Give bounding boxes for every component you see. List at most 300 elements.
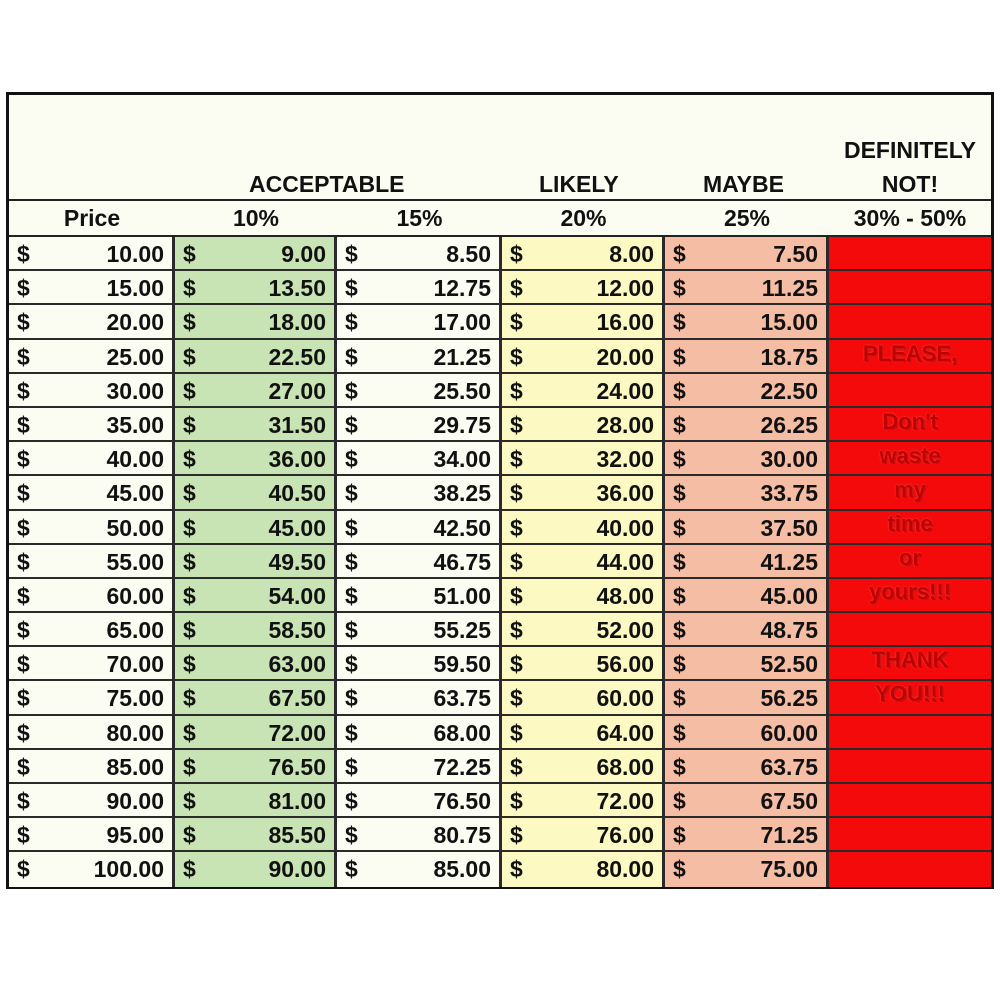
likely-20-cell bbox=[502, 784, 665, 816]
definitely-not-cell bbox=[829, 271, 991, 303]
acceptable-10-cell bbox=[175, 818, 337, 850]
likely-20-cell bbox=[502, 613, 665, 645]
maybe-25-cell bbox=[665, 613, 829, 645]
maybe-25-cell bbox=[665, 442, 829, 474]
definitely-not-cell bbox=[829, 442, 991, 474]
definitely-not-cell bbox=[829, 237, 991, 269]
definitely-not-cell bbox=[829, 750, 991, 782]
definitely-not-cell bbox=[829, 579, 991, 611]
table-row bbox=[9, 408, 991, 442]
table-row bbox=[9, 681, 991, 715]
price-cell bbox=[9, 818, 175, 850]
price-cell bbox=[9, 442, 175, 474]
table-row bbox=[9, 305, 991, 339]
currency-symbol: $ bbox=[345, 275, 358, 302]
price-cell bbox=[9, 545, 175, 577]
acceptable-10-value: 49.50 bbox=[268, 548, 326, 575]
likely-20-value: 24.00 bbox=[596, 377, 654, 404]
acceptable-15-value: 21.25 bbox=[433, 343, 491, 370]
acceptable-15-value: 8.50 bbox=[446, 241, 491, 267]
table-row bbox=[9, 750, 991, 784]
likely-20-cell bbox=[502, 579, 665, 611]
currency-symbol: $ bbox=[510, 343, 523, 370]
currency-symbol: $ bbox=[673, 275, 686, 302]
acceptable-10-cell bbox=[175, 442, 337, 474]
price-value: 90.00 bbox=[106, 788, 164, 814]
message-time: time bbox=[887, 511, 933, 536]
likely-20-cell bbox=[502, 271, 665, 303]
currency-symbol: $ bbox=[345, 719, 358, 746]
price-value: 55.00 bbox=[106, 548, 164, 575]
acceptable-15-value: 76.50 bbox=[433, 788, 491, 814]
price-value: 45.00 bbox=[106, 480, 164, 507]
likely-20-value: 76.00 bbox=[596, 822, 654, 849]
category-header-row bbox=[9, 95, 991, 201]
acceptable-15-cell bbox=[337, 545, 502, 577]
likely-20-value: 68.00 bbox=[596, 753, 654, 780]
acceptable-15-value: 80.75 bbox=[433, 822, 491, 849]
currency-symbol: $ bbox=[510, 788, 523, 814]
currency-symbol: $ bbox=[17, 548, 30, 575]
currency-symbol: $ bbox=[510, 411, 523, 438]
currency-symbol: $ bbox=[510, 753, 523, 780]
likely-20-value: 32.00 bbox=[596, 446, 654, 473]
acceptable-15-value: 34.00 bbox=[433, 446, 491, 473]
likely-20-cell bbox=[502, 818, 665, 850]
currency-symbol: $ bbox=[17, 753, 30, 780]
header-pct-30-50: 30% - 50% bbox=[853, 205, 967, 231]
likely-20-cell bbox=[502, 237, 665, 269]
currency-symbol: $ bbox=[183, 377, 196, 404]
acceptable-10-value: 18.00 bbox=[268, 309, 326, 336]
header-pct-25: 25% bbox=[723, 205, 771, 231]
maybe-25-cell bbox=[665, 408, 829, 440]
likely-20-value: 8.00 bbox=[609, 241, 654, 267]
maybe-25-cell bbox=[665, 271, 829, 303]
currency-symbol: $ bbox=[345, 514, 358, 541]
currency-symbol: $ bbox=[510, 548, 523, 575]
acceptable-15-cell bbox=[337, 374, 502, 406]
message-yours: yours!!! bbox=[869, 579, 951, 604]
acceptable-10-cell bbox=[175, 374, 337, 406]
currency-symbol: $ bbox=[17, 411, 30, 438]
currency-symbol: $ bbox=[183, 582, 196, 609]
table-row bbox=[9, 476, 991, 510]
maybe-25-cell bbox=[665, 305, 829, 337]
acceptable-15-cell bbox=[337, 237, 502, 269]
acceptable-10-cell bbox=[175, 784, 337, 816]
acceptable-10-value: 54.00 bbox=[268, 582, 326, 609]
definitely-not-cell bbox=[829, 818, 991, 850]
maybe-25-value: 30.00 bbox=[760, 446, 818, 473]
table-row bbox=[9, 340, 991, 374]
header-pct-20: 20% bbox=[560, 205, 607, 231]
currency-symbol: $ bbox=[673, 241, 686, 267]
currency-symbol: $ bbox=[183, 617, 196, 644]
acceptable-10-cell bbox=[175, 237, 337, 269]
acceptable-15-value: 63.75 bbox=[433, 685, 491, 712]
price-cell bbox=[9, 852, 175, 886]
acceptable-15-cell bbox=[337, 271, 502, 303]
acceptable-15-value: 25.50 bbox=[433, 377, 491, 404]
currency-symbol: $ bbox=[17, 822, 30, 849]
currency-symbol: $ bbox=[673, 377, 686, 404]
likely-20-cell bbox=[502, 476, 665, 508]
acceptable-15-cell bbox=[337, 442, 502, 474]
likely-20-value: 28.00 bbox=[596, 411, 654, 438]
acceptable-15-value: 17.00 bbox=[433, 309, 491, 336]
maybe-25-cell bbox=[665, 647, 829, 679]
currency-symbol: $ bbox=[183, 309, 196, 336]
currency-symbol: $ bbox=[345, 856, 358, 883]
acceptable-10-cell bbox=[175, 408, 337, 440]
currency-symbol: $ bbox=[183, 480, 196, 507]
likely-20-cell bbox=[502, 716, 665, 748]
header-definitely: DEFINITELY bbox=[843, 137, 977, 163]
acceptable-15-cell bbox=[337, 408, 502, 440]
currency-symbol: $ bbox=[183, 822, 196, 849]
maybe-25-value: 71.25 bbox=[760, 822, 818, 849]
likely-20-value: 40.00 bbox=[596, 514, 654, 541]
likely-20-value: 48.00 bbox=[596, 582, 654, 609]
currency-symbol: $ bbox=[510, 377, 523, 404]
acceptable-15-value: 12.75 bbox=[433, 275, 491, 302]
definitely-not-cell bbox=[829, 545, 991, 577]
acceptable-10-value: 27.00 bbox=[268, 377, 326, 404]
maybe-25-value: 37.50 bbox=[760, 514, 818, 541]
acceptable-10-value: 72.00 bbox=[268, 719, 326, 746]
currency-symbol: $ bbox=[510, 309, 523, 336]
currency-symbol: $ bbox=[673, 753, 686, 780]
price-value: 40.00 bbox=[106, 446, 164, 473]
currency-symbol: $ bbox=[510, 241, 523, 267]
likely-20-cell bbox=[502, 647, 665, 679]
currency-symbol: $ bbox=[17, 309, 30, 336]
price-value: 60.00 bbox=[106, 582, 164, 609]
table-row bbox=[9, 818, 991, 852]
likely-20-value: 52.00 bbox=[596, 617, 654, 644]
message-you: YOU!!! bbox=[875, 681, 945, 706]
table-row bbox=[9, 442, 991, 476]
maybe-25-cell bbox=[665, 579, 829, 611]
maybe-25-value: 18.75 bbox=[760, 343, 818, 370]
message-my: my bbox=[894, 477, 926, 502]
price-value: 95.00 bbox=[106, 822, 164, 849]
currency-symbol: $ bbox=[17, 377, 30, 404]
acceptable-10-value: 22.50 bbox=[268, 343, 326, 370]
acceptable-15-value: 46.75 bbox=[433, 548, 491, 575]
acceptable-10-value: 9.00 bbox=[281, 241, 326, 267]
acceptable-10-cell bbox=[175, 852, 337, 886]
price-value: 65.00 bbox=[106, 617, 164, 644]
currency-symbol: $ bbox=[17, 275, 30, 302]
price-cell bbox=[9, 476, 175, 508]
header-likely: LIKELY bbox=[539, 171, 619, 197]
currency-symbol: $ bbox=[183, 856, 196, 883]
currency-symbol: $ bbox=[17, 446, 30, 473]
price-value: 70.00 bbox=[106, 651, 164, 678]
currency-symbol: $ bbox=[183, 275, 196, 302]
maybe-25-value: 7.50 bbox=[773, 241, 818, 267]
table-body bbox=[9, 237, 991, 887]
price-value: 80.00 bbox=[106, 719, 164, 746]
definitely-not-cell bbox=[829, 476, 991, 508]
acceptable-10-cell bbox=[175, 511, 337, 543]
acceptable-15-cell bbox=[337, 716, 502, 748]
currency-symbol: $ bbox=[183, 446, 196, 473]
currency-symbol: $ bbox=[183, 514, 196, 541]
maybe-25-cell bbox=[665, 750, 829, 782]
definitely-not-cell bbox=[829, 511, 991, 543]
acceptable-10-cell bbox=[175, 271, 337, 303]
currency-symbol: $ bbox=[17, 617, 30, 644]
maybe-25-value: 56.25 bbox=[760, 685, 818, 712]
currency-symbol: $ bbox=[673, 480, 686, 507]
acceptable-15-cell bbox=[337, 818, 502, 850]
maybe-25-cell bbox=[665, 237, 829, 269]
likely-20-value: 64.00 bbox=[596, 719, 654, 746]
acceptable-10-cell bbox=[175, 340, 337, 372]
price-cell bbox=[9, 408, 175, 440]
maybe-25-value: 48.75 bbox=[760, 617, 818, 644]
acceptable-15-cell bbox=[337, 784, 502, 816]
table-row bbox=[9, 784, 991, 818]
message-thank: THANK bbox=[871, 647, 949, 672]
maybe-25-value: 11.25 bbox=[761, 275, 818, 302]
currency-symbol: $ bbox=[345, 651, 358, 678]
currency-symbol: $ bbox=[345, 480, 358, 507]
currency-symbol: $ bbox=[345, 343, 358, 370]
acceptable-15-value: 51.00 bbox=[433, 582, 491, 609]
maybe-25-cell bbox=[665, 511, 829, 543]
message-waste: waste bbox=[879, 443, 941, 468]
price-cell bbox=[9, 237, 175, 269]
table-row bbox=[9, 716, 991, 750]
currency-symbol: $ bbox=[510, 617, 523, 644]
currency-symbol: $ bbox=[183, 719, 196, 746]
currency-symbol: $ bbox=[510, 822, 523, 849]
price-cell bbox=[9, 681, 175, 713]
price-cell bbox=[9, 579, 175, 611]
table-row bbox=[9, 511, 991, 545]
currency-symbol: $ bbox=[345, 309, 358, 336]
maybe-25-cell bbox=[665, 716, 829, 748]
currency-symbol: $ bbox=[345, 411, 358, 438]
currency-symbol: $ bbox=[673, 582, 686, 609]
currency-symbol: $ bbox=[17, 856, 30, 883]
acceptable-10-cell bbox=[175, 716, 337, 748]
currency-symbol: $ bbox=[673, 822, 686, 849]
currency-symbol: $ bbox=[17, 788, 30, 814]
price-value: 35.00 bbox=[106, 411, 164, 438]
currency-symbol: $ bbox=[510, 480, 523, 507]
currency-symbol: $ bbox=[510, 582, 523, 609]
likely-20-cell bbox=[502, 374, 665, 406]
table-row bbox=[9, 237, 991, 271]
currency-symbol: $ bbox=[17, 685, 30, 712]
maybe-25-value: 63.75 bbox=[760, 753, 818, 780]
currency-symbol: $ bbox=[673, 548, 686, 575]
currency-symbol: $ bbox=[17, 241, 30, 267]
likely-20-cell bbox=[502, 545, 665, 577]
currency-symbol: $ bbox=[17, 582, 30, 609]
price-cell bbox=[9, 784, 175, 816]
table-row bbox=[9, 613, 991, 647]
likely-20-cell bbox=[502, 750, 665, 782]
maybe-25-cell bbox=[665, 476, 829, 508]
maybe-25-cell bbox=[665, 852, 829, 886]
price-cell bbox=[9, 750, 175, 782]
currency-symbol: $ bbox=[345, 753, 358, 780]
header-pct-15: 15% bbox=[396, 205, 443, 231]
maybe-25-value: 26.25 bbox=[760, 411, 818, 438]
acceptable-15-cell bbox=[337, 476, 502, 508]
currency-symbol: $ bbox=[510, 685, 523, 712]
likely-20-value: 60.00 bbox=[596, 685, 654, 712]
currency-symbol: $ bbox=[345, 685, 358, 712]
definitely-not-cell bbox=[829, 681, 991, 713]
price-value: 10.00 bbox=[106, 241, 164, 267]
currency-symbol: $ bbox=[183, 788, 196, 814]
table-row bbox=[9, 579, 991, 613]
likely-20-value: 72.00 bbox=[596, 788, 654, 814]
acceptable-15-value: 72.25 bbox=[433, 753, 491, 780]
currency-symbol: $ bbox=[183, 753, 196, 780]
price-value: 15.00 bbox=[106, 275, 164, 302]
maybe-25-value: 60.00 bbox=[760, 719, 818, 746]
definitely-not-cell bbox=[829, 716, 991, 748]
maybe-25-cell bbox=[665, 818, 829, 850]
currency-symbol: $ bbox=[17, 480, 30, 507]
header-not: NOT! bbox=[881, 171, 939, 197]
currency-symbol: $ bbox=[345, 617, 358, 644]
acceptable-10-cell bbox=[175, 545, 337, 577]
currency-symbol: $ bbox=[673, 309, 686, 336]
likely-20-cell bbox=[502, 852, 665, 886]
maybe-25-value: 75.00 bbox=[760, 856, 818, 883]
currency-symbol: $ bbox=[183, 651, 196, 678]
currency-symbol: $ bbox=[510, 856, 523, 883]
currency-symbol: $ bbox=[17, 651, 30, 678]
acceptable-10-cell bbox=[175, 476, 337, 508]
price-cell bbox=[9, 271, 175, 303]
acceptable-10-value: 67.50 bbox=[268, 685, 326, 712]
acceptable-10-value: 90.00 bbox=[268, 856, 326, 883]
currency-symbol: $ bbox=[510, 446, 523, 473]
message-dont: Don't bbox=[882, 409, 938, 434]
table-row bbox=[9, 852, 991, 886]
currency-symbol: $ bbox=[673, 617, 686, 644]
acceptable-10-cell bbox=[175, 681, 337, 713]
price-value: 75.00 bbox=[106, 685, 164, 712]
maybe-25-value: 15.00 bbox=[760, 309, 818, 336]
likely-20-value: 12.00 bbox=[596, 275, 654, 302]
definitely-not-cell bbox=[829, 613, 991, 645]
currency-symbol: $ bbox=[673, 651, 686, 678]
acceptable-10-cell bbox=[175, 613, 337, 645]
definitely-not-cell bbox=[829, 408, 991, 440]
acceptable-10-value: 45.00 bbox=[268, 514, 326, 541]
acceptable-10-value: 40.50 bbox=[268, 480, 326, 507]
currency-symbol: $ bbox=[673, 685, 686, 712]
currency-symbol: $ bbox=[183, 241, 196, 267]
table-row bbox=[9, 647, 991, 681]
acceptable-10-cell bbox=[175, 305, 337, 337]
acceptable-15-value: 38.25 bbox=[433, 480, 491, 507]
likely-20-value: 20.00 bbox=[596, 343, 654, 370]
currency-symbol: $ bbox=[673, 719, 686, 746]
currency-symbol: $ bbox=[673, 514, 686, 541]
acceptable-15-value: 29.75 bbox=[433, 411, 491, 438]
currency-symbol: $ bbox=[17, 343, 30, 370]
acceptable-10-value: 36.00 bbox=[268, 446, 326, 473]
price-cell bbox=[9, 340, 175, 372]
currency-symbol: $ bbox=[510, 651, 523, 678]
likely-20-value: 56.00 bbox=[596, 651, 654, 678]
header-price: Price bbox=[63, 205, 121, 231]
price-value: 100.00 bbox=[93, 856, 164, 883]
table-row bbox=[9, 271, 991, 305]
message-please: PLEASE, bbox=[862, 341, 958, 366]
currency-symbol: $ bbox=[183, 343, 196, 370]
currency-symbol: $ bbox=[510, 719, 523, 746]
likely-20-cell bbox=[502, 442, 665, 474]
currency-symbol: $ bbox=[673, 343, 686, 370]
table-row bbox=[9, 374, 991, 408]
maybe-25-cell bbox=[665, 340, 829, 372]
currency-symbol: $ bbox=[345, 582, 358, 609]
price-cell bbox=[9, 305, 175, 337]
message-or: or bbox=[899, 545, 921, 570]
acceptable-10-value: 85.50 bbox=[268, 822, 326, 849]
definitely-not-cell bbox=[829, 374, 991, 406]
acceptable-15-cell bbox=[337, 511, 502, 543]
price-value: 30.00 bbox=[106, 377, 164, 404]
currency-symbol: $ bbox=[345, 548, 358, 575]
currency-symbol: $ bbox=[510, 514, 523, 541]
header-pct-10: 10% bbox=[232, 205, 280, 231]
currency-symbol: $ bbox=[510, 275, 523, 302]
likely-20-value: 36.00 bbox=[596, 480, 654, 507]
currency-symbol: $ bbox=[345, 241, 358, 267]
price-cell bbox=[9, 613, 175, 645]
acceptable-15-value: 42.50 bbox=[433, 514, 491, 541]
currency-symbol: $ bbox=[17, 719, 30, 746]
maybe-25-value: 52.50 bbox=[760, 651, 818, 678]
likely-20-value: 16.00 bbox=[596, 309, 654, 336]
definitely-not-cell bbox=[829, 852, 991, 886]
likely-20-cell bbox=[502, 681, 665, 713]
acceptable-15-value: 55.25 bbox=[433, 617, 491, 644]
acceptable-15-cell bbox=[337, 852, 502, 886]
acceptable-10-value: 13.50 bbox=[268, 275, 326, 302]
likely-20-cell bbox=[502, 511, 665, 543]
price-cell bbox=[9, 511, 175, 543]
price-cell bbox=[9, 374, 175, 406]
price-value: 50.00 bbox=[106, 514, 164, 541]
currency-symbol: $ bbox=[673, 788, 686, 814]
likely-20-cell bbox=[502, 305, 665, 337]
table-row bbox=[9, 545, 991, 579]
maybe-25-cell bbox=[665, 374, 829, 406]
maybe-25-value: 41.25 bbox=[760, 548, 818, 575]
currency-symbol: $ bbox=[345, 822, 358, 849]
acceptable-10-cell bbox=[175, 750, 337, 782]
likely-20-value: 80.00 bbox=[596, 856, 654, 883]
price-value: 85.00 bbox=[106, 753, 164, 780]
acceptable-15-value: 68.00 bbox=[433, 719, 491, 746]
price-cell bbox=[9, 716, 175, 748]
